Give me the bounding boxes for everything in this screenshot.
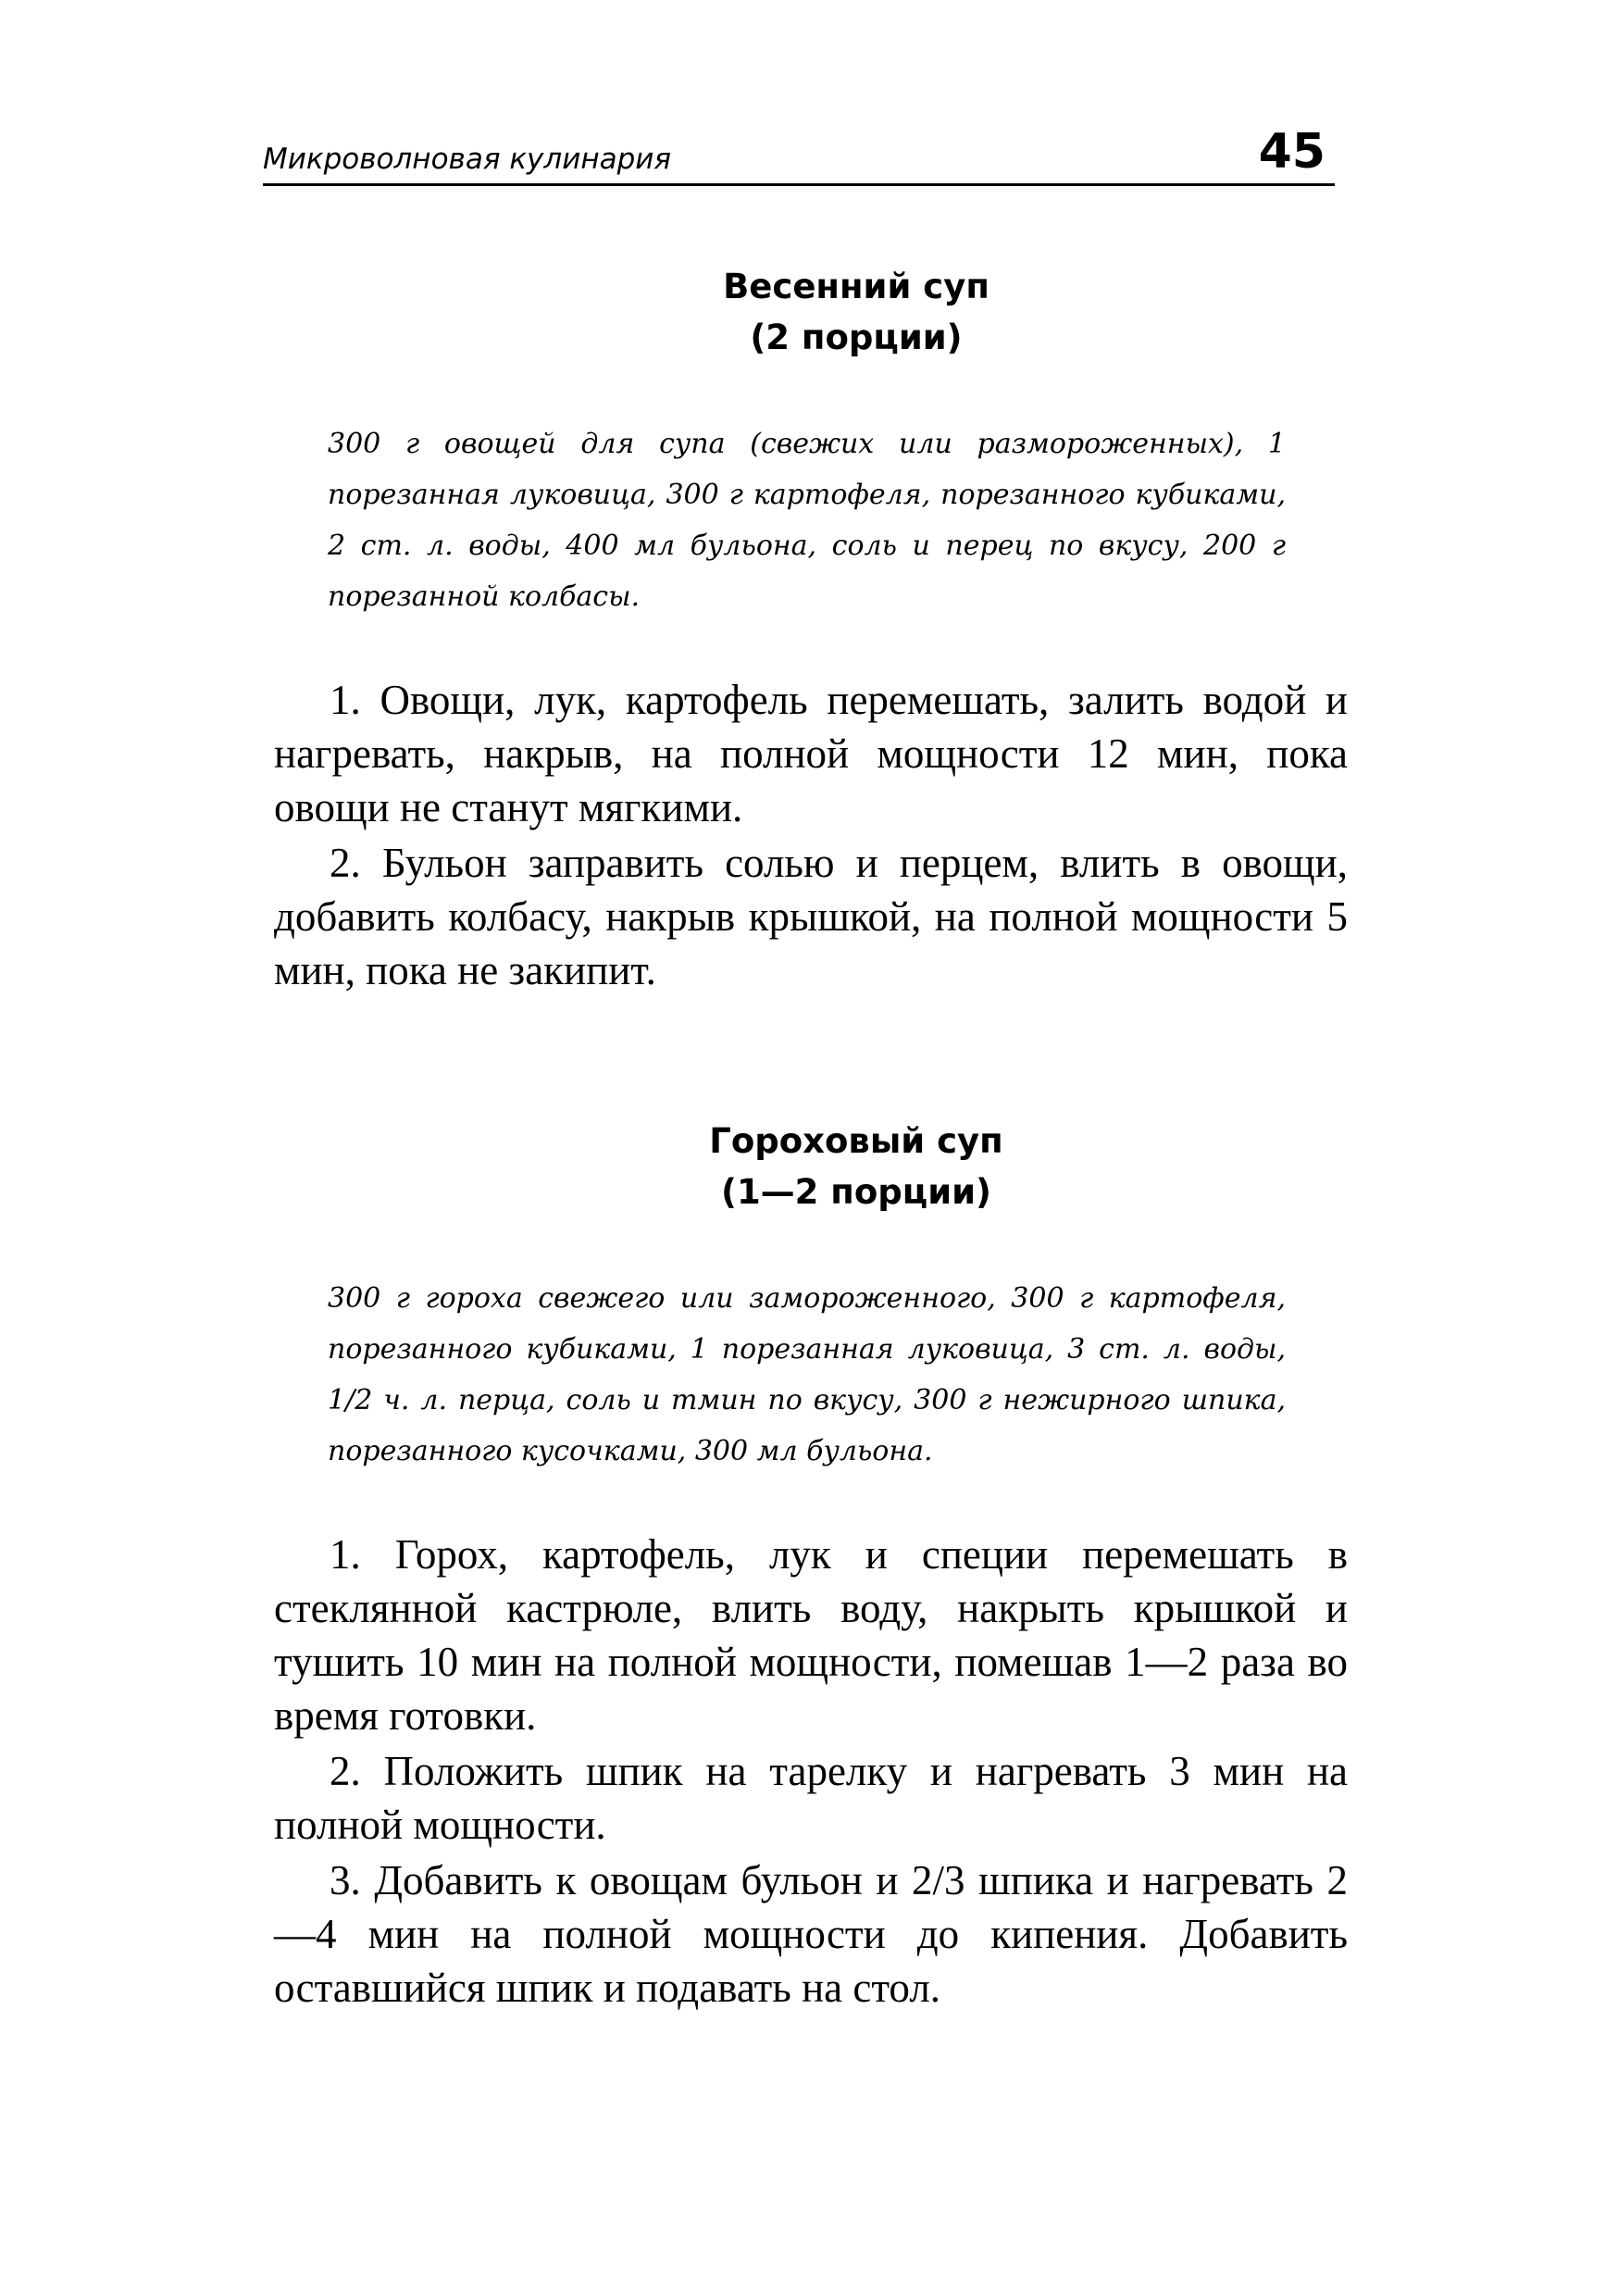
recipe-title: Гороховый суп: [709, 1121, 1003, 1161]
recipe-portions: (1—2 порции): [721, 1172, 991, 1212]
recipe-step: 2. Бульон заправить солью и перцем, влить в овощи, добавить колбасу, накрыв крышкой, на полной мощности 5 мин, пока не закипит.: [274, 840, 1348, 993]
recipe-ingredients: 300 г гороха свежего или замороженного, 300 г картофеля, порезанного кубиками, 1 порезанная луковица, 3 ст. л. воды, 1/2 ч. л. перца, соль и тмин по вкусу, 300 г нежирного шпика, порезанного кусочками, 300 мл бульона.: [328, 1282, 1286, 1467]
recipe-ingredients: 300 г овощей для супа (свежих или размороженных), 1 порезанная луковица, 300 г картофеля, порезанного кубиками, 2 ст. л. воды, 400 мл бульона, соль и перец по вкусу, 200 г порезанной колбасы.: [328, 428, 1286, 613]
recipe-step: 2. Положить шпик на тарелку и нагревать 3 мин на полной мощности.: [274, 1748, 1348, 1848]
recipe-step: 1. Горох, картофель, лук и специи перемешать в стеклянной кастрюле, влить воду, накрыть крышкой и тушить 10 мин на полной мощности, помешав 1—2 раза во время готовки.: [274, 1531, 1348, 1739]
recipe-portions: (2 порции): [750, 318, 963, 357]
page-header: [263, 119, 1335, 186]
page-number: 45: [1258, 124, 1326, 180]
recipe-step: 1. Овощи, лук, картофель перемешать, залить водой и нагревать, накрыв, на полной мощности 12 мин, пока овощи не станут мягкими.: [274, 677, 1348, 830]
recipe-steps: [274, 673, 1348, 997]
page-content: [274, 261, 1350, 2016]
recipe-pea-soup: [274, 1116, 1350, 2015]
recipe-title: Весенний суп: [723, 267, 989, 306]
recipe-step: 3. Добавить к овощам бульон и 2/3 шпика и нагревать 2—4 мин на полной мощности до кипения. Добавить оставшийся шпик и подавать на стол.: [274, 1857, 1348, 2011]
running-head: Микроволновая кулинария: [263, 143, 672, 176]
recipe-steps: [274, 1528, 1348, 2015]
recipe-spring-soup: [274, 261, 1350, 997]
